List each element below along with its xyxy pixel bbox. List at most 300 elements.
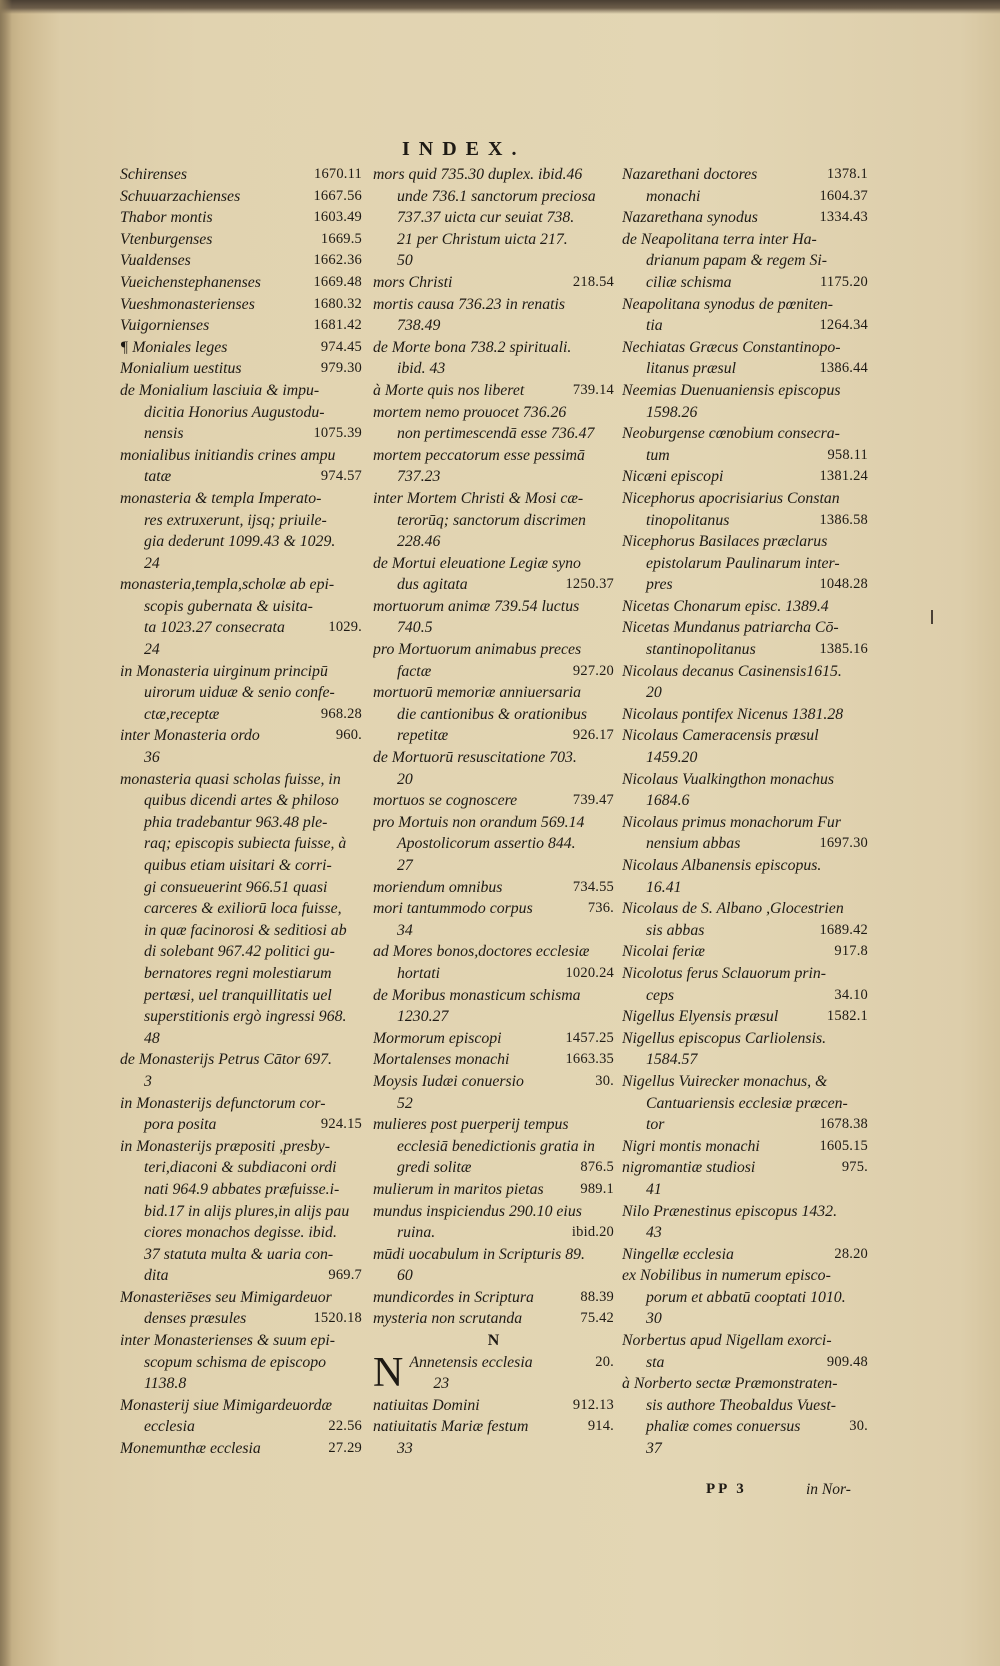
entry-line: nensium abbas <box>646 835 741 853</box>
entry-line: 50 <box>397 252 413 270</box>
entry-line: Nicephorus Basilaces præclarus <box>622 533 828 551</box>
entry-line: Schirenses <box>120 166 187 183</box>
page-reference: 1386.44 <box>819 360 868 377</box>
entry-line: 1230.27 <box>397 1008 449 1026</box>
index-entry <box>622 1438 868 1460</box>
entry-line: mori tantummodo corpus <box>373 900 533 918</box>
entry-line: mortuos se cognoscere <box>373 792 518 810</box>
entry-line: de Mortuorū resuscitatione 703. <box>373 749 577 767</box>
page-reference: 960. <box>335 727 362 744</box>
page-reference: 917.8 <box>834 943 868 960</box>
page-reference: 1334.43 <box>819 209 868 226</box>
entry-line: Vueichenstephanenses <box>120 273 261 291</box>
page-reference: 27.29 <box>328 1440 362 1457</box>
page-reference: ibid.20 <box>571 1224 614 1241</box>
index-entry <box>120 769 362 1028</box>
index-entry <box>622 661 868 683</box>
page-reference: 88.39 <box>580 1288 614 1305</box>
entry-line: 21 per Christum uicta 217. <box>397 230 568 248</box>
index-entry <box>120 315 362 337</box>
entry-line: pres <box>646 576 673 594</box>
index-entry <box>622 1330 868 1373</box>
entry-line: dicitia Honorius Augustodu- <box>144 403 325 421</box>
entry-line: tia <box>646 317 663 335</box>
page-reference: 1604.37 <box>819 187 868 204</box>
index-entry <box>622 1071 868 1136</box>
entry-line: mors Christi <box>373 273 453 291</box>
entry-line: 228.46 <box>397 533 441 551</box>
index-entry <box>120 380 362 445</box>
section-n-block <box>373 1349 614 1460</box>
page-reference: 1264.34 <box>819 317 868 334</box>
entry-line: ibid. 43 <box>397 360 446 378</box>
page-reference: 30. <box>849 1418 868 1435</box>
index-entry <box>120 1049 362 1071</box>
entry-line: phia tradebantur 963.48 ple- <box>144 813 328 831</box>
index-entry <box>373 1352 614 1374</box>
page-reference: 979.30 <box>320 360 362 377</box>
entry-line: monasteria quasi scholas fuisse, in <box>120 770 341 788</box>
page-reference: 1669.5 <box>320 230 362 247</box>
page-left-shadow <box>0 0 12 1666</box>
entry-line: Monialium uestitus <box>120 360 242 378</box>
index-entry <box>622 1308 868 1330</box>
index-entry <box>373 1093 614 1115</box>
index-entry <box>120 207 362 229</box>
entry-line: 16.41 <box>646 878 682 896</box>
entry-line: Nicolaus de S. Albano ,Glocestrien <box>622 900 844 918</box>
index-entry <box>373 294 614 337</box>
entry-line: Nicolai feriæ <box>622 943 705 961</box>
index-entry <box>373 1071 614 1093</box>
entry-line: res extruxerunt, ijsq; priuile- <box>144 511 327 529</box>
index-entry <box>373 855 614 877</box>
page-reference: 1603.49 <box>313 209 362 226</box>
page-reference: 734.55 <box>572 878 614 895</box>
entry-line: in Monasterijs defunctorum cor- <box>120 1094 326 1112</box>
entry-line: dita <box>144 1267 169 1285</box>
entry-line: Vueshmonasterienses <box>120 295 255 313</box>
entry-line: monachi <box>646 187 701 205</box>
index-entry <box>120 488 362 574</box>
entry-line: mortuorū memoriæ anniuersaria <box>373 684 582 702</box>
entry-line: Nicolaus decanus Casinensis1615. <box>622 662 842 680</box>
page-reference: 75.42 <box>580 1310 614 1327</box>
entry-line: monasteria & templa Imperato- <box>120 489 322 507</box>
index-entry <box>622 682 868 704</box>
page-reference: 736. <box>587 900 614 917</box>
entry-line: repetitæ <box>397 727 449 745</box>
entry-line: ruina. <box>397 1224 436 1242</box>
page-reference: 1378.1 <box>826 166 868 182</box>
page-reference: 1582.1 <box>826 1008 868 1025</box>
entry-line: inter Monasterienses & suum epi- <box>120 1332 335 1350</box>
page-reference: 1048.28 <box>819 576 868 593</box>
index-entry <box>120 337 362 359</box>
index-entry <box>373 941 614 984</box>
index-entry <box>622 207 868 229</box>
entry-line: Norbertus apud Nigellam exorci- <box>622 1332 832 1350</box>
index-entry <box>622 229 868 294</box>
page-reference: 1680.32 <box>313 295 362 312</box>
entry-line: 60 <box>397 1267 413 1285</box>
entry-line: 34 <box>397 921 413 939</box>
index-entry <box>120 1093 362 1136</box>
entry-line: tum <box>646 446 670 464</box>
entry-line: 1459.20 <box>646 749 698 767</box>
index-entry <box>373 1028 614 1050</box>
page-reference: 876.5 <box>580 1159 614 1176</box>
entry-line: ciliæ schisma <box>646 273 732 291</box>
entry-line: pora posita <box>144 1116 217 1134</box>
catchword: in Nor- <box>806 1481 851 1498</box>
index-entry <box>622 488 868 531</box>
entry-line: Vuigornienses <box>120 317 210 335</box>
index-entry <box>373 920 614 942</box>
page-reference: 914. <box>587 1418 614 1435</box>
entry-line: 52 <box>397 1094 413 1112</box>
entry-line: sta <box>646 1353 665 1371</box>
page-reference: 739.14 <box>572 381 614 398</box>
entry-line: Nicolaus Albanensis episcopus. <box>622 857 822 874</box>
entry-line: 740.5 <box>397 619 433 637</box>
entry-line: de Mortui eleuatione Legiæ syno <box>373 554 581 572</box>
page-reference: 739.47 <box>572 792 614 809</box>
index-entry <box>373 1287 614 1309</box>
index-entry <box>373 812 614 855</box>
index-column-2 <box>373 164 614 1460</box>
entry-line: hortati <box>397 964 441 982</box>
index-entry <box>120 294 362 316</box>
entry-line: ciores monachos degisse. ibid. <box>144 1224 337 1242</box>
page-reference: 1605.15 <box>819 1137 868 1154</box>
page-reference: 34.10 <box>834 986 868 1003</box>
entry-line: Nicephorus apocrisiarius Constan <box>622 489 840 507</box>
index-entry <box>622 769 868 812</box>
entry-line: à Norberto sectæ Præmonstraten- <box>622 1375 838 1393</box>
index-entry <box>373 1265 614 1287</box>
index-entry <box>622 1222 868 1244</box>
entry-line: Nicolaus primus monachorum Fur <box>622 813 841 831</box>
entry-line: stantinopolitanus <box>646 641 756 659</box>
entry-line: de Monialium lasciuia & impu- <box>120 381 320 399</box>
index-entry <box>120 1287 362 1330</box>
entry-line: ta 1023.27 consecrata <box>144 619 285 637</box>
entry-line: 23 <box>433 1375 450 1393</box>
entry-line: natiuitas Domini <box>373 1396 480 1414</box>
signature-mark: PP 3 <box>706 1481 747 1497</box>
entry-line: nensis <box>144 425 184 443</box>
entry-line: terorūq; sanctorum discrimen <box>397 511 586 529</box>
entry-line: ad Mores bonos,doctores ecclesiæ <box>373 943 590 961</box>
page-reference: 974.45 <box>320 338 362 355</box>
page-top-edge <box>0 0 1000 14</box>
entry-line: in Monasteria uirginum principū <box>120 662 328 680</box>
entry-line: Nazarethani doctores <box>622 166 758 183</box>
entry-line: drianum papam & regem Si- <box>646 252 828 270</box>
entry-line: Cantuariensis ecclesiæ præcen- <box>646 1094 848 1112</box>
index-entry <box>622 1201 868 1223</box>
entry-line: sis abbas <box>646 921 705 939</box>
entry-line: ecclesiā benedictionis gratia in <box>397 1137 595 1155</box>
index-entry <box>120 229 362 251</box>
index-entry <box>373 596 614 639</box>
index-entry <box>622 466 868 488</box>
index-entry <box>622 1136 868 1158</box>
index-entry <box>622 380 868 423</box>
entry-line: Schuuarzachienses <box>120 187 241 205</box>
index-entry <box>373 769 614 791</box>
entry-line: bid.17 in alijs plures,in alijs pau <box>144 1202 350 1220</box>
entry-line: di solebant 967.42 politici gu- <box>144 943 335 961</box>
entry-line: gia dederunt 1099.43 & 1029. <box>144 533 336 551</box>
index-entry <box>373 380 614 402</box>
entry-line: Nicolaus Cameracensis præsul <box>622 727 819 745</box>
index-entry <box>120 1136 362 1287</box>
entry-line: 27 <box>397 857 413 874</box>
entry-line: 20 <box>646 684 662 702</box>
index-entry <box>373 402 614 445</box>
entry-line: 738.49 <box>397 317 441 335</box>
index-entry <box>373 337 614 380</box>
index-entry <box>373 1373 614 1395</box>
index-entry <box>622 531 868 596</box>
entry-line: de Morte bona 738.2 spirituali. <box>373 338 572 356</box>
index-entry <box>622 294 868 337</box>
entry-line: mysteria non scrutanda <box>373 1310 523 1328</box>
entry-line: Monasteriēses seu Mimigardeuor <box>120 1288 332 1306</box>
index-entry <box>120 164 362 186</box>
entry-line: scopis gubernata & uisita- <box>144 597 313 615</box>
entry-line: mūdi uocabulum in Scripturis 89. <box>373 1245 585 1263</box>
index-entry <box>373 488 614 553</box>
page-reference: 22.56 <box>328 1418 362 1435</box>
page-reference: 927.20 <box>572 662 614 679</box>
page-reference: 1669.48 <box>313 273 362 290</box>
index-entry <box>373 553 614 596</box>
entry-line: porum et abbatū cooptati 1010. <box>646 1288 846 1306</box>
index-entry <box>120 1395 362 1438</box>
index-entry <box>120 1028 362 1050</box>
entry-line: monialibus initiandis crines ampu <box>120 446 336 464</box>
margin-mark <box>931 610 933 624</box>
entry-line: raq; episcopis subiecta fuisse, à <box>144 835 347 853</box>
entry-line: Nicolaus Vualkingthon monachus <box>622 770 835 788</box>
entry-line: Nigellus Elyensis præsul <box>622 1008 779 1026</box>
entry-line: scopum schisma de episcopo <box>144 1353 327 1371</box>
entry-line: pertæsi, uel tranquillitatis uel <box>144 986 332 1004</box>
index-entry <box>622 941 868 963</box>
index-entry <box>120 1071 362 1093</box>
page-reference: 1520.18 <box>313 1310 362 1327</box>
page-reference: 926.17 <box>572 727 614 744</box>
page-reference: 975. <box>841 1159 868 1176</box>
entry-line: de Monasterijs Petrus Cātor 697. <box>120 1051 332 1069</box>
entry-line: epistolarum Paulinarum inter- <box>646 554 840 572</box>
index-entry <box>622 704 868 726</box>
entry-line: Nicæni episcopi <box>622 468 724 486</box>
column-2-entries <box>373 164 614 1330</box>
entry-line: Thabor montis <box>120 209 213 227</box>
index-entry <box>622 617 868 660</box>
page-reference: 1020.24 <box>565 964 614 981</box>
page-reference: 1697.30 <box>819 835 868 852</box>
entry-line: natiuitatis Mariæ festum <box>373 1418 529 1436</box>
entry-line: quibus dicendi artes & philoso <box>144 792 339 810</box>
index-entry <box>373 1308 614 1330</box>
entry-line: 30 <box>646 1310 662 1328</box>
page-reference: 1457.25 <box>565 1029 614 1046</box>
entry-line: tinopolitanus <box>646 511 730 529</box>
index-entry <box>622 725 868 768</box>
index-entry <box>373 985 614 1028</box>
index-entry <box>120 639 362 661</box>
entry-line: ecclesia <box>144 1418 195 1436</box>
index-entry <box>120 272 362 294</box>
index-entry <box>120 725 362 747</box>
entry-line: in Monasterijs præpositi ,presby- <box>120 1137 331 1155</box>
page-reference: 912.13 <box>572 1396 614 1413</box>
index-entry <box>622 596 868 618</box>
entry-line: non pertimescendā esse 736.47 <box>397 425 595 443</box>
index-entry <box>622 898 868 941</box>
entry-line: pro Mortuorum animabus preces <box>373 641 582 659</box>
entry-line: Mortalenses monachi <box>373 1051 510 1069</box>
index-entry <box>373 1244 614 1266</box>
entry-line: 48 <box>144 1029 160 1047</box>
index-entry <box>622 1179 868 1201</box>
entry-line: mors quid 735.30 duplex. ibid.46 <box>373 166 583 183</box>
index-entry <box>373 747 614 769</box>
entry-line: Nazarethana synodus <box>622 209 758 227</box>
entry-line: factæ <box>397 662 432 680</box>
entry-line: Vtenburgenses <box>120 230 213 248</box>
index-entry <box>120 747 362 769</box>
page-reference: 1250.37 <box>565 576 614 593</box>
index-entry <box>622 1157 868 1179</box>
entry-line: de Neapolitana terra inter Ha- <box>622 230 817 248</box>
index-entry <box>120 186 362 208</box>
index-entry <box>120 445 362 488</box>
page-reference: 20. <box>595 1353 614 1370</box>
entry-line: 737.23 <box>397 468 441 486</box>
entry-line: litanus præsul <box>646 360 736 378</box>
page-reference: 1381.24 <box>819 468 868 485</box>
entry-line: bernatores regni molestiarum <box>144 964 332 982</box>
index-entry <box>622 855 868 898</box>
entry-line: ceps <box>646 986 675 1004</box>
section-heading-n: N <box>487 1332 500 1350</box>
entry-line: gi consueuerint 966.51 quasi <box>144 878 328 896</box>
entry-line: 37 statuta multa & uaria con- <box>144 1245 334 1263</box>
index-entry <box>622 164 868 186</box>
index-entry <box>373 790 614 812</box>
entry-line: mulierum in maritos pietas <box>373 1180 544 1198</box>
index-column-1 <box>120 164 362 1460</box>
entry-line: sis authore Theobaldus Vuest- <box>646 1396 836 1414</box>
index-entry <box>373 1201 614 1244</box>
entry-line: Neapolitana synodus de pœniten- <box>622 295 834 313</box>
entry-line: 20 <box>397 770 413 788</box>
entry-line: moriendum omnibus <box>373 878 503 896</box>
page-reference: 218.54 <box>572 273 614 290</box>
page-reference: 1662.36 <box>313 252 362 269</box>
index-entry <box>120 1330 362 1395</box>
entry-line: Nigellus Vuirecker monachus, & <box>622 1072 828 1090</box>
entry-line: 737.37 uicta cur seuiat 738. <box>397 209 575 227</box>
page-reference: 1689.42 <box>819 921 868 938</box>
entry-line: Nilo Prænestinus episcopus 1432. <box>622 1202 838 1220</box>
entry-line: mundus inspiciendus 290.10 eius <box>373 1202 582 1220</box>
drop-capital: N <box>373 1349 404 1396</box>
index-entry <box>622 423 868 466</box>
index-entry <box>120 358 362 380</box>
entry-line: inter Mortem Christi & Mosi cæ- <box>373 489 584 507</box>
entry-line: ctæ,receptæ <box>144 705 220 723</box>
page-reference: 30. <box>595 1072 614 1089</box>
entry-line: Monemunthæ ecclesia <box>120 1440 261 1458</box>
entry-line: mortis causa 736.23 in renatis <box>373 295 566 313</box>
entry-line: 24 <box>144 554 160 572</box>
index-entry <box>622 1006 868 1028</box>
entry-line: tor <box>646 1116 665 1134</box>
index-entry <box>373 1416 614 1438</box>
index-entry <box>373 1438 614 1460</box>
entry-line: Vualdenses <box>120 252 191 270</box>
index-column-3 <box>622 164 868 1460</box>
entry-line: mundicordes in Scriptura <box>373 1288 534 1306</box>
entry-line: 1598.26 <box>646 403 698 421</box>
entry-line: 37 <box>646 1440 662 1458</box>
entry-line: uirorum uiduæ & senio confe- <box>144 684 335 702</box>
index-entry <box>373 1179 614 1201</box>
entry-line: à Morte quis nos liberet <box>373 381 525 399</box>
entry-line: ¶ Moniales leges <box>120 338 228 356</box>
entry-line: 3 <box>144 1072 152 1090</box>
index-entry <box>373 272 614 294</box>
entry-line: tatæ <box>144 468 172 486</box>
page-reference: 1678.38 <box>819 1116 868 1133</box>
entry-line: Moysis Iudæi conuersio <box>373 1072 524 1090</box>
entry-line: 1684.6 <box>646 792 690 810</box>
index-entry <box>373 639 614 682</box>
page-reference: 969.7 <box>328 1267 362 1284</box>
entry-line: Nicolotus ferus Sclauorum prin- <box>622 964 827 982</box>
entry-line: gredi solitæ <box>397 1159 472 1177</box>
index-entry <box>120 661 362 726</box>
entry-line: nati 964.9 abbates præfuisse.i- <box>144 1180 340 1198</box>
index-entry <box>622 1244 868 1266</box>
entry-line: 33 <box>397 1440 413 1458</box>
page-header: INDEX. <box>402 138 526 160</box>
index-entry <box>622 1265 868 1308</box>
page-reference: 958.11 <box>827 446 868 463</box>
entry-line: pro Mortuis non orandum 569.14 <box>373 813 585 831</box>
entry-line: Mormorum episcopi <box>373 1029 502 1047</box>
entry-line: 1138.8 <box>144 1375 187 1393</box>
index-entry <box>373 898 614 920</box>
entry-line: 43 <box>646 1224 662 1242</box>
entry-line: nigromantiæ studiosi <box>622 1159 756 1177</box>
entry-line: ex Nobilibus in numerum episco- <box>622 1267 831 1285</box>
index-entry <box>622 963 868 1006</box>
page-reference: 1681.42 <box>313 317 362 334</box>
entry-line: Nicolaus pontifex Nicenus 1381.28 <box>622 705 844 723</box>
page-reference: 968.28 <box>320 705 362 722</box>
page-reference: 1663.35 <box>565 1051 614 1068</box>
page-reference: 28.20 <box>834 1245 868 1262</box>
column-2-n-entries <box>373 1349 614 1460</box>
